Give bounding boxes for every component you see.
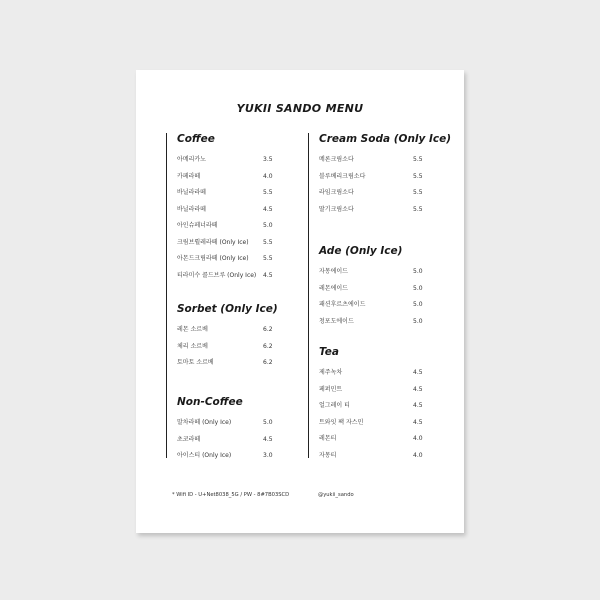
menu-item-price: 4.0 bbox=[413, 451, 423, 459]
menu-item-name: 레몬 소르베 bbox=[177, 326, 208, 333]
menu-item bbox=[177, 202, 277, 219]
section-title: Non-Coffee bbox=[177, 396, 243, 408]
section-creamsoda bbox=[319, 133, 452, 218]
menu-title: YUKII SANDO MENU bbox=[236, 102, 364, 115]
section-ade bbox=[319, 245, 429, 330]
menu-item-name: 말차라떼 (Only Ice) bbox=[177, 419, 232, 426]
menu-item-name: 블루베리크림소다 bbox=[319, 172, 366, 180]
menu-item-name: 얼그레이 티 bbox=[319, 402, 350, 409]
menu-item-name: 청포도에이드 bbox=[319, 317, 354, 325]
menu-item-name: 라임크림소다 bbox=[319, 189, 354, 196]
menu-item-name: 자몽에이드 bbox=[319, 268, 348, 275]
section-title: Tea bbox=[319, 346, 340, 358]
menu-item-price: 6.2 bbox=[263, 342, 273, 350]
menu-item-name: 레몬티 bbox=[319, 435, 337, 442]
menu-item-price: 5.0 bbox=[263, 419, 273, 426]
menu-item bbox=[177, 432, 277, 449]
section-tea bbox=[319, 346, 429, 464]
menu-item bbox=[177, 322, 277, 339]
menu-item bbox=[177, 415, 277, 432]
menu-item-price: 4.0 bbox=[413, 435, 423, 442]
menu-item bbox=[177, 185, 277, 202]
menu-item bbox=[319, 398, 429, 415]
menu-item bbox=[319, 264, 429, 281]
menu-item-name: 초코라떼 bbox=[177, 435, 201, 443]
menu-item-price: 5.5 bbox=[263, 238, 273, 246]
section-title: Coffee bbox=[177, 133, 215, 145]
menu-item bbox=[177, 152, 277, 169]
menu-item-name: 아이스티 (Only Ice) bbox=[177, 452, 232, 459]
menu-item bbox=[177, 448, 277, 465]
menu-item-price: 5.5 bbox=[413, 156, 423, 163]
menu-item-name: 페퍼민트 bbox=[319, 385, 343, 393]
menu-item bbox=[319, 382, 429, 399]
right-column bbox=[308, 133, 452, 459]
section-title: Sorbet (Only Ice) bbox=[177, 303, 278, 315]
menu-item-name: 티라미수 콜드브루 (Only Ice) bbox=[177, 271, 257, 279]
section-sorbet bbox=[177, 303, 277, 372]
menu-item-price: 5.0 bbox=[263, 222, 273, 229]
menu-item-name: 메론크림소다 bbox=[319, 156, 354, 163]
menu-item-price: 4.5 bbox=[263, 435, 273, 443]
menu-item-price: 5.5 bbox=[413, 189, 423, 196]
menu-item-price: 5.5 bbox=[263, 255, 273, 262]
menu-item-name: 바닐라라떼 bbox=[177, 205, 206, 213]
instagram-handle: @yukii_sando bbox=[318, 492, 354, 498]
menu-item-name: 패션후르츠에이드 bbox=[319, 301, 366, 308]
section-title: Cream Soda (Only Ice) bbox=[319, 133, 452, 145]
menu-item bbox=[319, 448, 429, 465]
menu-item-price: 4.5 bbox=[413, 418, 423, 426]
menu-item-name: 제주녹차 bbox=[319, 369, 343, 376]
menu-item-name: 아메리카노 bbox=[177, 156, 206, 163]
menu-item-price: 5.5 bbox=[413, 172, 423, 180]
menu-item-price: 5.5 bbox=[263, 189, 273, 196]
section-noncoffee bbox=[177, 396, 277, 465]
menu-item bbox=[177, 355, 277, 372]
menu-item bbox=[319, 169, 429, 186]
menu-item-name: 토마토 소르베 bbox=[177, 359, 214, 366]
menu-item-name: 카페라떼 bbox=[177, 172, 201, 180]
menu-item-price: 5.0 bbox=[413, 317, 423, 325]
menu-item-name: 딸기크림소다 bbox=[319, 205, 354, 213]
menu-item-name: 크림브륄레라떼 (Only Ice) bbox=[177, 238, 249, 246]
menu-item bbox=[319, 314, 429, 331]
menu-item-price: 5.0 bbox=[413, 301, 423, 308]
menu-item-name: 체리 소르베 bbox=[177, 342, 208, 350]
menu-item bbox=[319, 365, 429, 382]
menu-item bbox=[319, 185, 429, 202]
menu-item-price: 4.5 bbox=[263, 271, 273, 279]
menu-item-price: 5.5 bbox=[413, 205, 423, 213]
section-coffee bbox=[177, 133, 277, 284]
menu-item-price: 5.0 bbox=[413, 268, 423, 275]
menu-item-price: 4.5 bbox=[413, 385, 423, 393]
menu-item-name: 바닐라라떼 bbox=[177, 189, 206, 196]
menu-item-price: 4.5 bbox=[263, 205, 273, 213]
menu-item-name: 트와잇 팩 자스민 bbox=[319, 418, 364, 426]
menu-item-price: 3.5 bbox=[263, 156, 273, 163]
menu-item bbox=[177, 251, 277, 268]
menu-item bbox=[319, 202, 429, 219]
left-column bbox=[166, 133, 277, 458]
menu-item-name: 자몽티 bbox=[319, 451, 337, 459]
menu-item-price: 3.0 bbox=[263, 452, 273, 459]
menu-item-price: 5.0 bbox=[413, 284, 423, 292]
wifi-info: * Wifi ID - U+Net8038_5G / PW - 8#7B03SCD bbox=[172, 492, 290, 498]
menu-item-price: 6.2 bbox=[263, 359, 273, 366]
menu-item-price: 4.5 bbox=[413, 369, 423, 376]
menu-item bbox=[319, 152, 429, 169]
menu-item-name: 아몬드크림라떼 (Only Ice) bbox=[177, 255, 249, 262]
menu-item bbox=[177, 218, 277, 235]
menu-item bbox=[319, 297, 429, 314]
menu-item bbox=[319, 431, 429, 448]
menu-item-price: 4.5 bbox=[413, 402, 423, 409]
menu-item-name: 레몬에이드 bbox=[319, 284, 348, 292]
section-title: Ade (Only Ice) bbox=[319, 245, 403, 257]
menu-item bbox=[319, 281, 429, 298]
menu-item bbox=[319, 415, 429, 432]
menu-sheet bbox=[136, 70, 464, 533]
menu-item bbox=[177, 339, 277, 356]
menu-item-price: 6.2 bbox=[263, 326, 273, 333]
menu-item-price: 4.0 bbox=[263, 172, 273, 180]
menu-item bbox=[177, 235, 277, 252]
menu-item-name: 아인슈페너라떼 bbox=[177, 222, 218, 229]
menu-item bbox=[177, 268, 277, 285]
menu-item bbox=[177, 169, 277, 186]
